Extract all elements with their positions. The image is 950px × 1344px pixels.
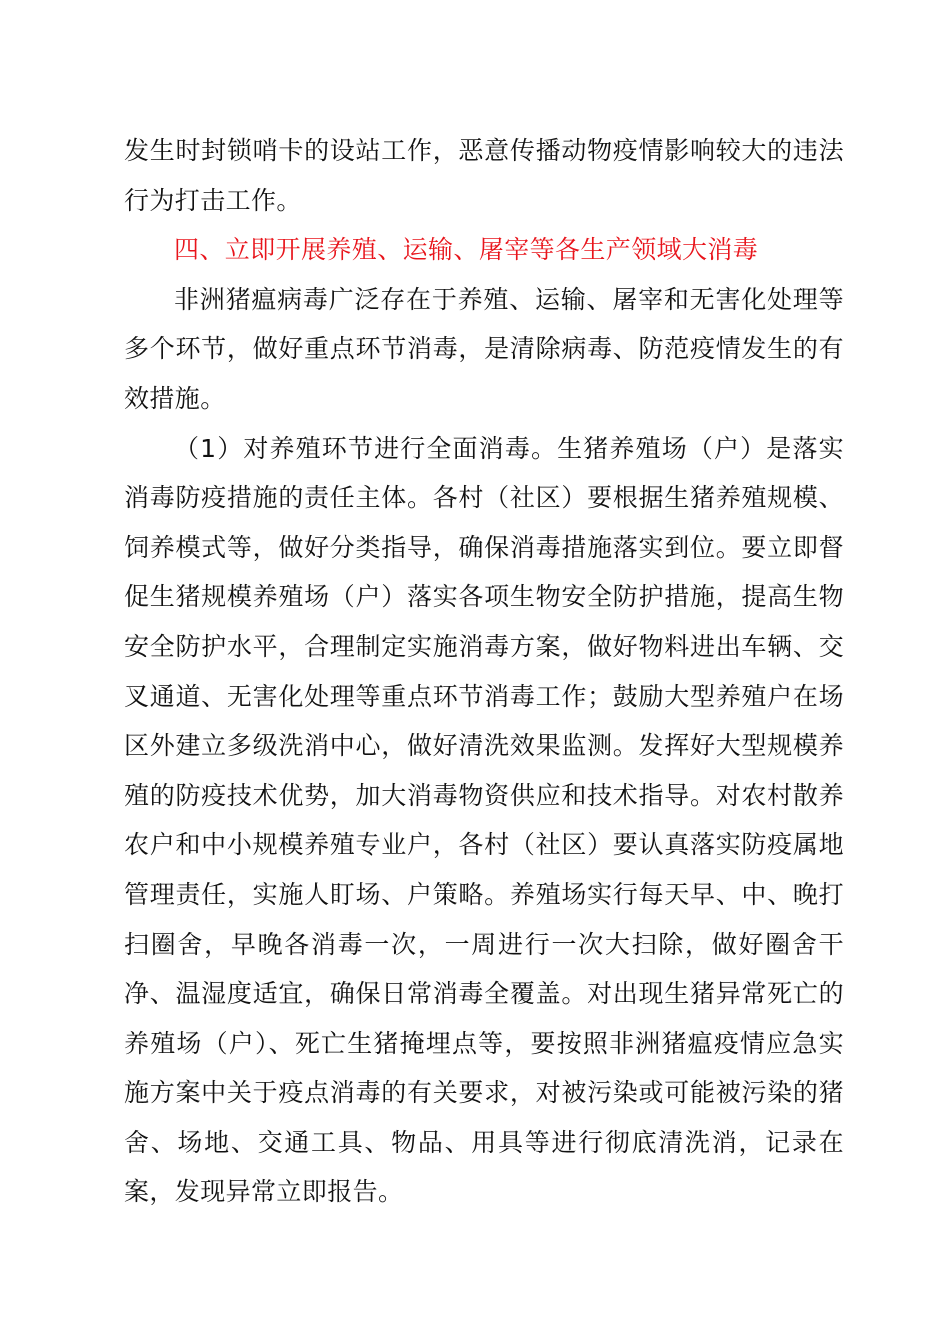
continuation-paragraph: 发生时封锁哨卡的设站工作，恶意传播动物疫情影响较大的违法行为打击工作。 bbox=[124, 136, 844, 215]
document-body bbox=[124, 126, 844, 1217]
intro-paragraph: 非洲猪瘟病毒广泛存在于养殖、运输、屠宰和无害化处理等多个环节，做好重点环节消毒，是清除病毒、防范疫情发生的有效措施。 bbox=[124, 284, 844, 413]
disinfection-paragraph: （1）对养殖环节进行全面消毒。生猪养殖场（户）是落实消毒防疫措施的责任主体。各村（社区）要根据生猪养殖规模、饲养模式等，做好分类指导，确保消毒措施落实到位。要立即督促生猪规模养殖场（户）落实各项生物安全防护措施，提高生物安全防护水平，合理制定实施消毒方案，做好物料进出车辆、交叉通道、无害化处理等重点环节消毒工作；鼓励大型养殖户在场区外建立多级洗消中心，做好清洗效果监测。发挥好大型规模养殖的防疫技术优势，加大消毒物资供应和技术指导。对农村散养农户和中小规模养殖专业户，各村（社区）要认真落实防疫属地管理责任，实施人盯场、户策略。养殖场实行每天早、中、晚打扫圈舍，早晚各消毒一次，一周进行一次大扫除，做好圈舍干净、温湿度适宜，确保日常消毒全覆盖。对出现生猪异常死亡的养殖场（户）、死亡生猪掩埋点等，要按照非洲猪瘟疫情应急实施方案中关于疫点消毒的有关要求，对被污染或可能被污染的猪舍、场地、交通工具、物品、用具等进行彻底清洗消，记录在案，发现异常立即报告。 bbox=[124, 433, 844, 1207]
section-heading: 四、立即开展养殖、运输、屠宰等各生产领域大消毒 bbox=[174, 235, 759, 265]
